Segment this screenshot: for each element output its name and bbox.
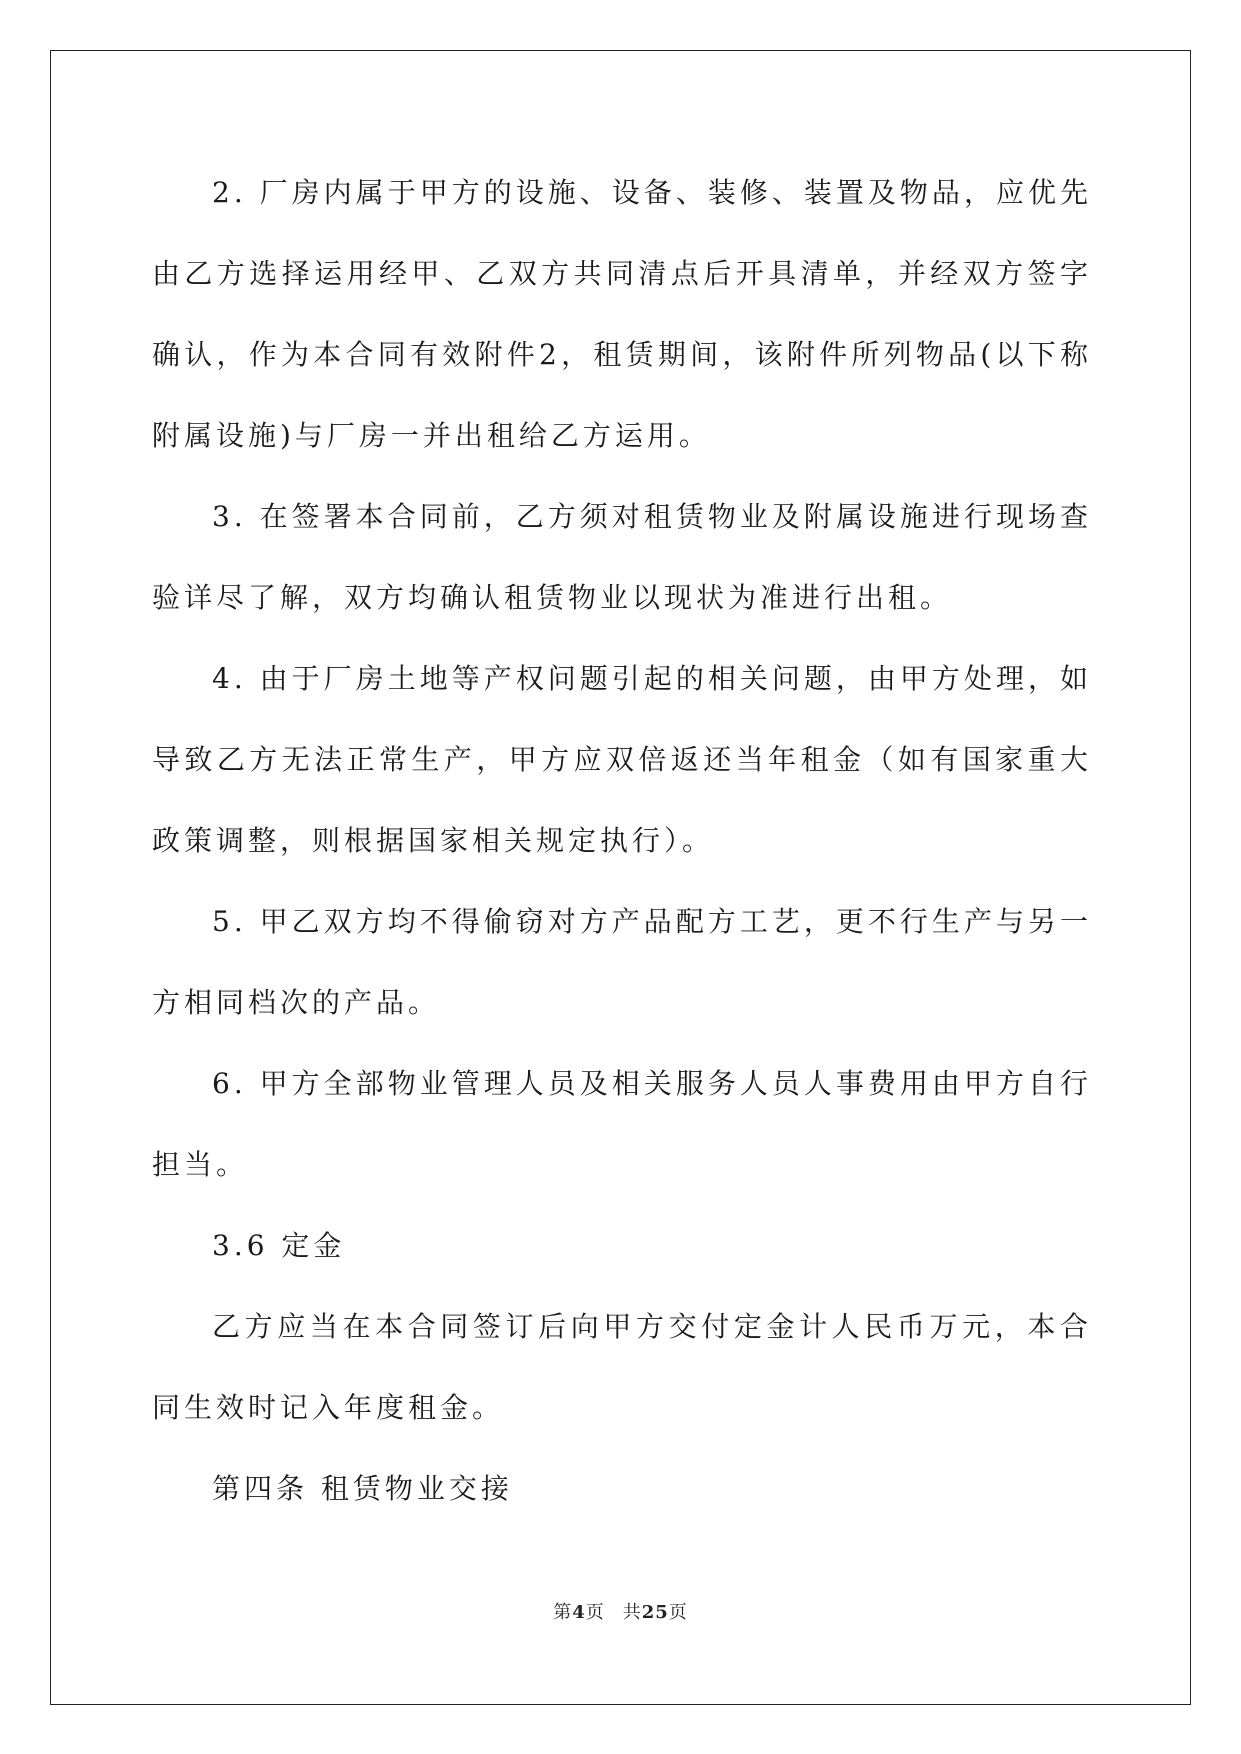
footer-prefix: 第 <box>553 1602 573 1623</box>
page-footer <box>0 1598 1241 1624</box>
current-page-number: 4 <box>572 1602 586 1623</box>
paragraph-item-2: 2. 厂房内属于甲方的设施、设备、装修、装置及物品，应优先由乙方选择运用经甲、乙双方共同清点后开具清单，并经双方签字确认，作为本合同有效附件2，租赁期间，该附件所列物品(以下称附属设施)与厂房一并出租给乙方运用。 <box>152 176 1092 452</box>
footer-total-suffix: 页 <box>668 1602 688 1623</box>
document-body <box>152 152 1092 1529</box>
paragraph-item-4: 4. 由于厂房土地等产权问题引起的相关问题，由甲方处理，如导致乙方无法正常生产，甲方应双倍返还当年租金（如有国家重大政策调整，则根据国家相关规定执行）。 <box>152 662 1092 857</box>
total-page-number: 25 <box>641 1602 669 1623</box>
section-heading-deposit: 3.6 定金 <box>212 1229 346 1262</box>
article-heading-four: 第四条 租赁物业交接 <box>212 1472 513 1505</box>
paragraph-item-6: 6. 甲方全部物业管理人员及相关服务人员人事费用由甲方自行担当。 <box>152 1067 1092 1181</box>
paragraph-item-5: 5. 甲乙双方均不得偷窃对方产品配方工艺，更不行生产与另一方相同档次的产品。 <box>152 905 1092 1019</box>
paragraph-item-3: 3. 在签署本合同前，乙方须对租赁物业及附属设施进行现场查验详尽了解，双方均确认租赁物业以现状为准进行出租。 <box>152 500 1092 614</box>
paragraph-deposit: 乙方应当在本合同签订后向甲方交付定金计人民币万元，本合同生效时记入年度租金。 <box>152 1310 1092 1424</box>
footer-page-suffix: 页 <box>585 1602 605 1623</box>
footer-total-prefix: 共 <box>622 1602 642 1623</box>
